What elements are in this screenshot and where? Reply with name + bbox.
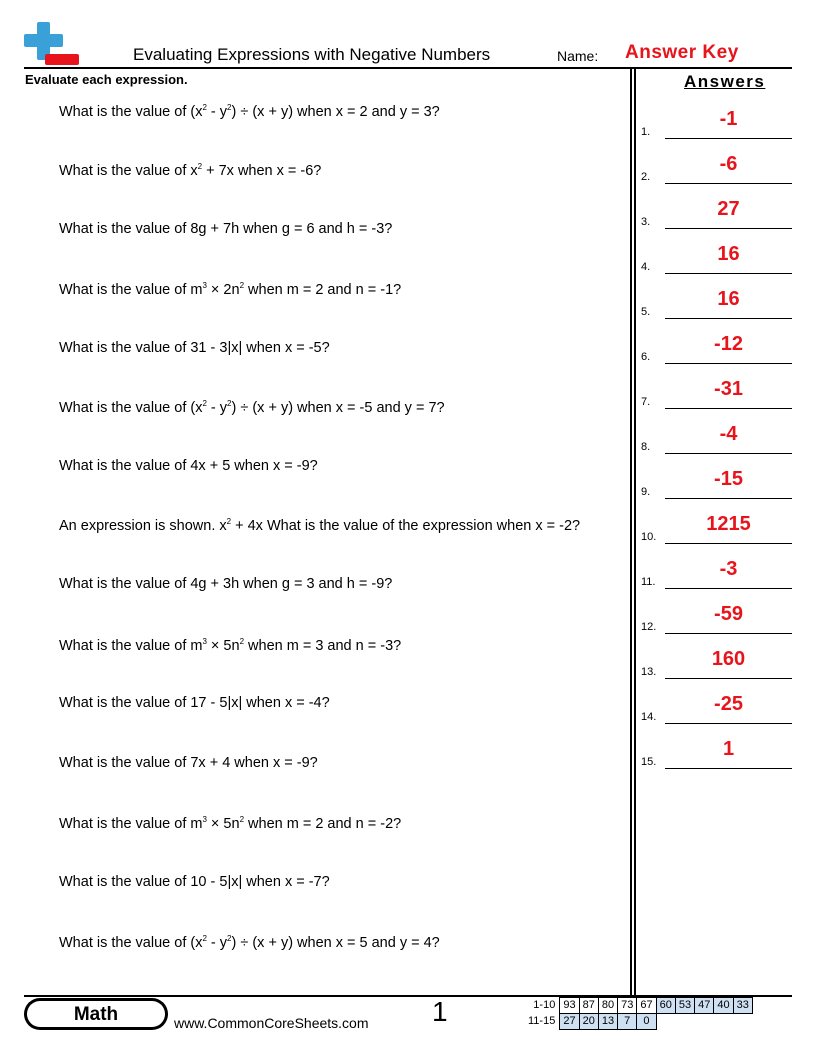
question-text [59, 340, 330, 356]
answer-value: -15 [714, 468, 743, 490]
answer-number: 11. [641, 576, 656, 588]
question-text [59, 576, 392, 592]
answer-row [641, 648, 793, 679]
question-item [0, 636, 630, 660]
question-text-part: What is the value of m [59, 282, 203, 298]
question-text [59, 874, 330, 890]
score-cell: 27 [560, 1014, 579, 1030]
answer-number: 10. [641, 531, 657, 543]
answer-row [641, 603, 793, 634]
answer-value: -3 [719, 558, 738, 580]
question-text-part: × 5n [206, 816, 240, 832]
answer-row [641, 513, 793, 544]
exponent: 3 [202, 637, 207, 646]
answer-value: 16 [717, 288, 740, 310]
name-label: Name: [557, 48, 599, 64]
question-text-part: What is the value of 8g + 7h when g = 6 and h = -3? [59, 221, 393, 237]
question-item [0, 574, 630, 598]
question-text-part: What is the value of (x [59, 400, 203, 416]
question-item [0, 219, 630, 243]
question-text-part: - y [206, 935, 228, 951]
answer-blank-line [665, 453, 792, 454]
column-divider-right [634, 69, 636, 995]
answer-number: 12. [641, 621, 657, 633]
score-cell: 67 [637, 998, 656, 1014]
answer-blank-line [665, 588, 792, 589]
answer-row [641, 108, 793, 139]
question-text-part: What is the value of 31 - 3|x| when x = -5? [59, 340, 330, 356]
score-cell: 40 [714, 998, 733, 1014]
question-text-part: What is the value of (x [59, 104, 203, 120]
question-text-part: What is the value of 10 - 5|x| when x = -7? [59, 874, 330, 890]
question-text [59, 816, 401, 832]
question-item [0, 814, 630, 838]
answer-blank-line [665, 768, 792, 769]
answer-blank-line [665, 408, 792, 409]
exponent: 2 [226, 517, 232, 526]
answer-row [641, 558, 793, 589]
answer-row [641, 693, 793, 724]
question-text-part: What is the value of (x [59, 935, 203, 951]
answer-row [641, 198, 793, 229]
page-number: 1 [432, 996, 448, 1027]
answer-blank-line [665, 498, 792, 499]
answer-value: -31 [714, 378, 743, 400]
answer-blank-line [665, 543, 792, 544]
question-text-part: - y [206, 104, 228, 120]
score-cell: 80 [598, 998, 617, 1014]
question-text-part: What is the value of 4x + 5 when x = -9? [59, 458, 318, 474]
score-range-label: 1-10 [533, 999, 556, 1011]
question-text-part: What is the value of x [59, 163, 198, 179]
question-text-part: when m = 3 and n = -3? [244, 638, 402, 654]
question-text [59, 755, 318, 771]
question-text-part: ) ÷ (x + y) when x = -5 and y = 7? [231, 400, 445, 416]
answer-number: 13. [641, 666, 657, 678]
website-link[interactable]: www.CommonCoreSheets.com [174, 1015, 369, 1031]
answer-number: 15. [641, 756, 657, 768]
answer-value: 16 [717, 243, 740, 265]
question-item [0, 338, 630, 362]
answer-number: 5. [641, 306, 651, 318]
exponent: 2 [239, 281, 245, 290]
exponent: 2 [227, 934, 232, 943]
answer-blank-line [665, 678, 792, 679]
question-item [0, 398, 630, 422]
answer-value: 160 [711, 648, 746, 670]
score-cell: 53 [675, 998, 694, 1014]
exponent: 2 [227, 103, 232, 112]
question-item [0, 280, 630, 304]
score-row [528, 1014, 752, 1030]
exponent: 2 [202, 399, 207, 408]
question-text-part: × 2n [206, 282, 240, 298]
question-item [0, 102, 630, 126]
answer-blank-line [665, 363, 792, 364]
question-text-part: when m = 2 and n = -2? [244, 816, 402, 832]
exponent: 3 [202, 281, 207, 290]
answer-blank-line [665, 633, 792, 634]
answer-number: 1. [641, 126, 651, 138]
answer-blank-line [665, 183, 792, 184]
answer-blank-line [665, 318, 792, 319]
score-cell: 20 [579, 1014, 598, 1030]
question-text-part: + 4x What is the value of the expression when x = -2? [231, 518, 581, 534]
answer-row [641, 333, 793, 364]
score-range-label: 11-15 [528, 1015, 556, 1027]
question-text-part: - y [206, 400, 228, 416]
question-item [0, 872, 630, 896]
header-rule [24, 67, 792, 69]
answer-value: 1 [722, 738, 735, 760]
answer-row [641, 153, 793, 184]
question-text-part: What is the value of 7x + 4 when x = -9? [59, 755, 318, 771]
instructions: Evaluate each expression. [25, 72, 188, 87]
question-text [59, 163, 321, 179]
question-text-part: What is the value of m [59, 816, 203, 832]
answer-number: 6. [641, 351, 651, 363]
question-text-part: when m = 2 and n = -1? [244, 282, 402, 298]
answer-row [641, 243, 793, 274]
question-text-part: An expression is shown. x [59, 518, 227, 534]
question-text [59, 400, 445, 416]
question-text-part: + 7x when x = -6? [202, 163, 322, 179]
exponent: 2 [239, 637, 245, 646]
score-cell: 33 [733, 998, 752, 1014]
answer-number: 4. [641, 261, 651, 273]
answer-blank-line [665, 138, 792, 139]
exponent: 2 [227, 399, 232, 408]
answer-blank-line [665, 228, 792, 229]
question-text [59, 695, 330, 711]
question-text-part: × 5n [206, 638, 240, 654]
exponent: 2 [197, 162, 203, 171]
answer-value: -59 [714, 603, 743, 625]
exponent: 3 [202, 815, 207, 824]
exponent: 2 [239, 815, 245, 824]
score-row [528, 998, 752, 1014]
question-text-part: ) ÷ (x + y) when x = 2 and y = 3? [231, 104, 440, 120]
question-text [59, 104, 440, 120]
plus-minus-logo-icon [24, 22, 80, 68]
question-item [0, 753, 630, 777]
answer-row [641, 738, 793, 769]
answer-number: 7. [641, 396, 651, 408]
exponent: 2 [202, 103, 207, 112]
column-divider-left [630, 69, 632, 995]
question-text-part: ) ÷ (x + y) when x = 5 and y = 4? [231, 935, 440, 951]
answer-value: 1215 [706, 513, 751, 535]
answer-blank-line [665, 273, 792, 274]
score-cell: 7 [618, 1014, 637, 1030]
answer-value: -25 [714, 693, 743, 715]
score-table [528, 997, 753, 1030]
answer-value: -4 [719, 423, 738, 445]
question-text [59, 282, 401, 298]
answer-number: 8. [641, 441, 651, 453]
worksheet-title: Evaluating Expressions with Negative Numbers [133, 45, 491, 64]
answer-value: -1 [719, 108, 738, 130]
score-cell: 87 [579, 998, 598, 1014]
answer-key-label: Answer Key [625, 42, 739, 63]
question-item [0, 456, 630, 480]
score-cell: 0 [637, 1014, 656, 1030]
question-item [0, 516, 630, 540]
question-text [59, 221, 392, 237]
question-text-part: What is the value of 17 - 5|x| when x = -4? [59, 695, 330, 711]
score-cell: 73 [618, 998, 637, 1014]
score-cell: 60 [656, 998, 675, 1014]
question-text-part: What is the value of 4g + 3h when g = 3 and h = -9? [59, 576, 393, 592]
question-item [0, 933, 630, 957]
answer-value: -6 [719, 153, 738, 175]
question-text [59, 518, 580, 534]
subject-label: Math [27, 1001, 165, 1027]
answer-value: 27 [717, 198, 740, 220]
answers-heading: Answers [684, 72, 766, 91]
score-cell: 13 [598, 1014, 617, 1030]
question-item [0, 161, 630, 185]
exponent: 2 [202, 934, 207, 943]
subject-badge [24, 998, 168, 1030]
answer-row [641, 423, 793, 454]
answer-blank-line [665, 723, 792, 724]
question-text [59, 935, 440, 951]
question-text [59, 638, 401, 654]
answer-row [641, 378, 793, 409]
question-item [0, 693, 630, 717]
question-text [59, 458, 318, 474]
answer-number: 9. [641, 486, 651, 498]
answer-number: 14. [641, 711, 657, 723]
score-cell: 47 [695, 998, 714, 1014]
answer-value: -12 [714, 333, 743, 355]
answer-row [641, 468, 793, 499]
answer-row [641, 288, 793, 319]
score-cell: 93 [560, 998, 579, 1014]
question-text-part: What is the value of m [59, 638, 203, 654]
answer-number: 2. [641, 171, 651, 183]
answer-number: 3. [641, 216, 651, 228]
